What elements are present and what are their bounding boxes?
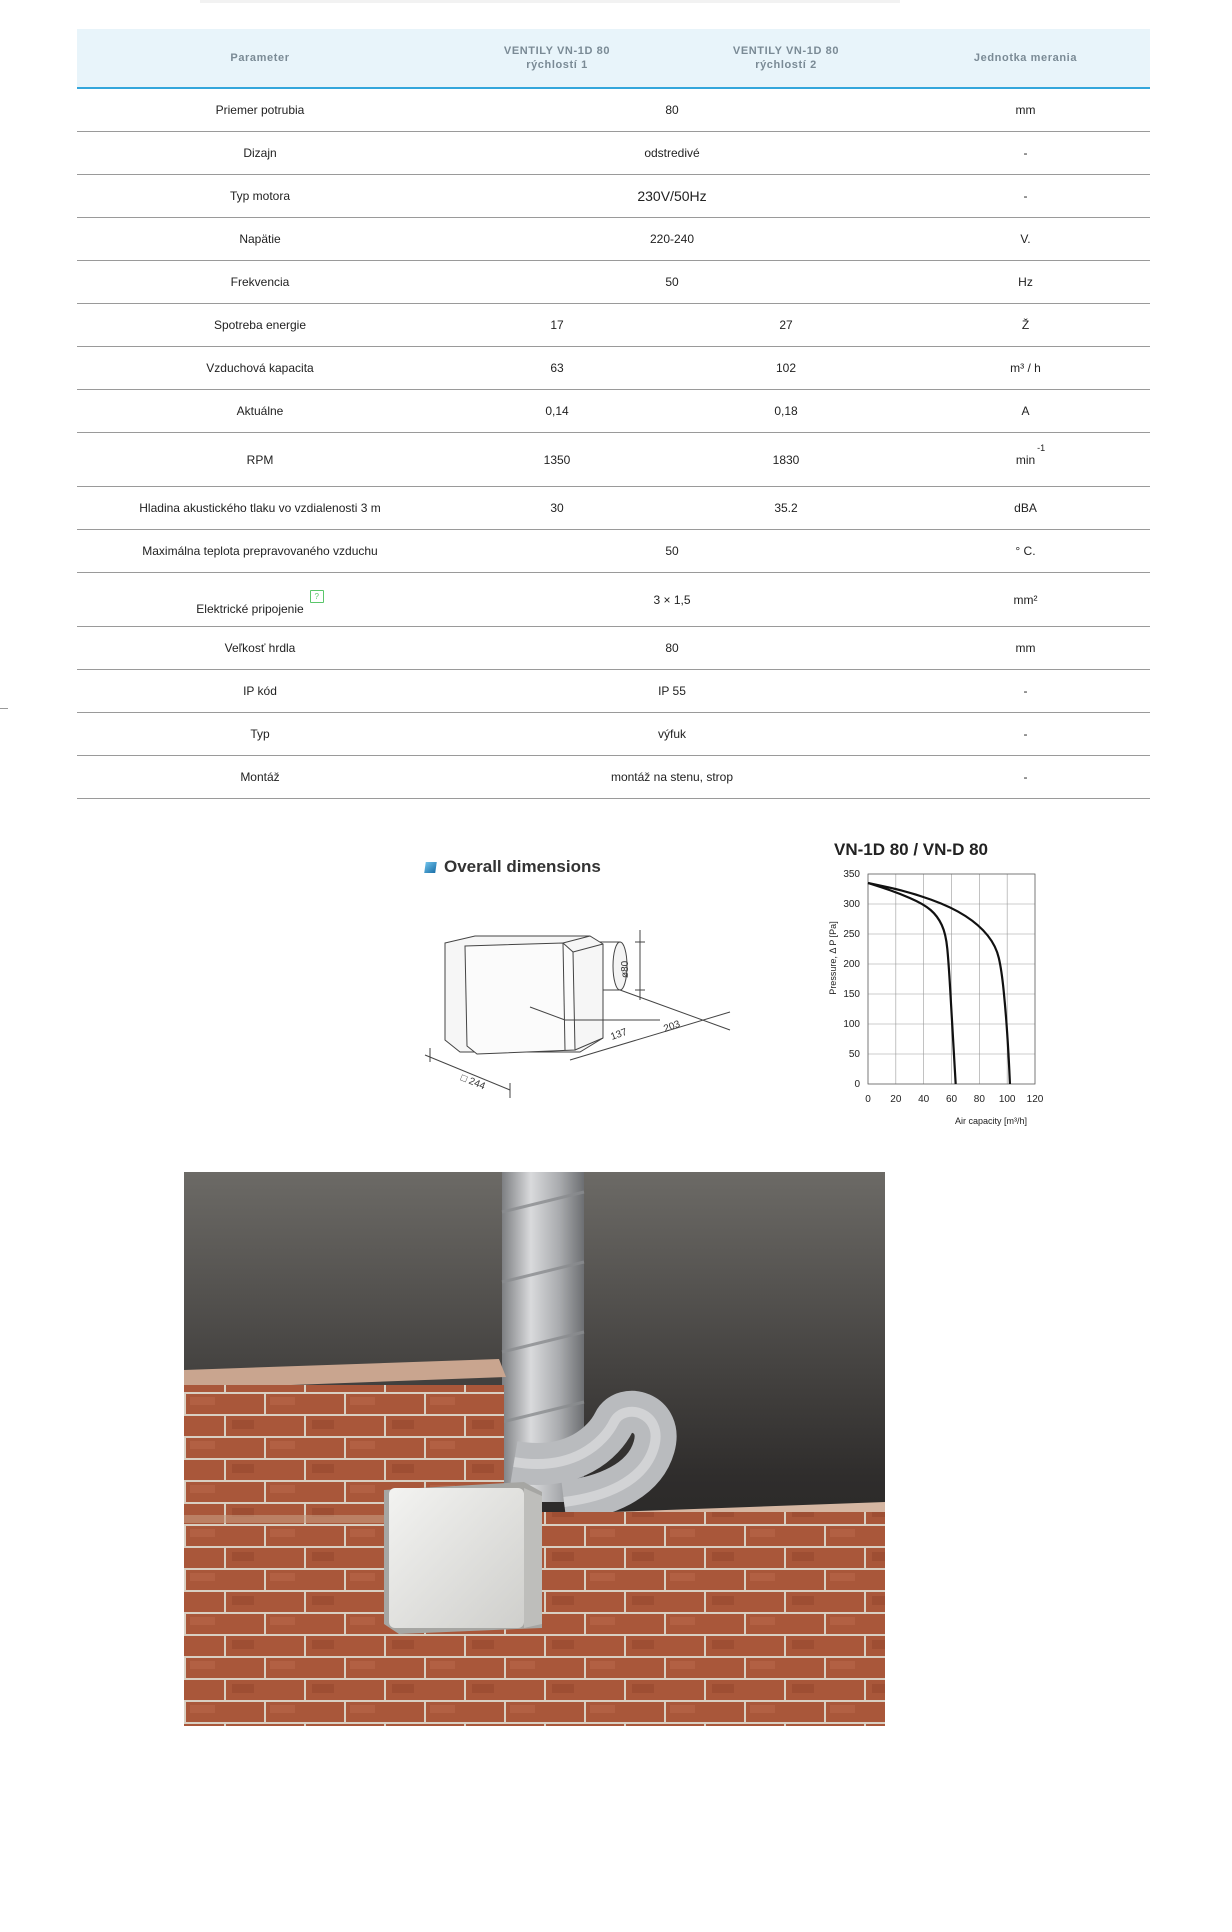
param-cell: Frekvencia bbox=[77, 261, 443, 304]
table-row bbox=[77, 88, 1150, 132]
param-cell: Typ motora bbox=[77, 175, 443, 218]
unit-cell: mm bbox=[901, 88, 1150, 132]
value-cell-speed-1: 17 bbox=[443, 304, 671, 347]
y-tick-label: 150 bbox=[843, 989, 860, 1000]
param-cell: Maximálna teplota prepravovaného vzduchu bbox=[77, 530, 443, 573]
param-cell: Dizajn bbox=[77, 132, 443, 175]
table-row bbox=[77, 487, 1150, 530]
param-cell: RPM bbox=[77, 433, 443, 487]
param-cell: Typ bbox=[77, 713, 443, 756]
y-tick-label: 200 bbox=[843, 959, 860, 970]
value-cell: 50 bbox=[443, 530, 901, 573]
x-axis-label: Air capacity [m³/h] bbox=[954, 1116, 1028, 1126]
unit-cell: m³ / h bbox=[901, 347, 1150, 390]
header-speed-1: VENTILY VN-1D 80 rýchlostí 1 bbox=[443, 29, 671, 88]
help-icon[interactable]: ? bbox=[310, 590, 324, 603]
param-cell: Napätie bbox=[77, 218, 443, 261]
value-cell-speed-1: 0,14 bbox=[443, 390, 671, 433]
table-row bbox=[77, 713, 1150, 756]
y-tick-label: 250 bbox=[843, 929, 860, 940]
param-cell: Aktuálne bbox=[77, 390, 443, 433]
y-axis-label: Pressure, Δ P [Pa] bbox=[828, 921, 838, 995]
dimensions-heading bbox=[425, 857, 601, 877]
unit-text: min bbox=[1015, 452, 1036, 467]
param-cell: Priemer potrubia bbox=[77, 88, 443, 132]
y-tick-label: 350 bbox=[843, 869, 860, 880]
unit-cell: - bbox=[901, 713, 1150, 756]
header-unit: Jednotka merania bbox=[901, 29, 1150, 88]
param-cell: Montáž bbox=[77, 756, 443, 799]
dim-label-diameter: ø80 bbox=[620, 960, 631, 978]
chart-title: VN-1D 80 / VN-D 80 bbox=[834, 840, 988, 859]
value-cell-speed-1: 63 bbox=[443, 347, 671, 390]
table-row bbox=[77, 390, 1150, 433]
table-row bbox=[77, 433, 1150, 487]
x-tick-label: 60 bbox=[945, 1094, 958, 1105]
unit-superscript: -1 bbox=[1037, 442, 1046, 453]
value-cell: odstredivé bbox=[443, 132, 901, 175]
dim-label-length: 203 bbox=[662, 1018, 682, 1035]
param-cell: Veľkosť hrdla bbox=[77, 627, 443, 670]
table-row bbox=[77, 530, 1150, 573]
x-tick-label: 80 bbox=[973, 1094, 985, 1105]
param-cell: Spotreba energie bbox=[77, 304, 443, 347]
table-row bbox=[77, 218, 1150, 261]
pressure-chart bbox=[815, 862, 1055, 1142]
value-cell-speed-1: 30 bbox=[443, 487, 671, 530]
x-tick-label: 100 bbox=[998, 1094, 1016, 1105]
value-cell: montáž na stenu, strop bbox=[443, 756, 901, 799]
param-cell: Vzduchová kapacita bbox=[77, 347, 443, 390]
unit-cell: ° C. bbox=[901, 530, 1150, 573]
table-row bbox=[77, 132, 1150, 175]
x-tick-label: 0 bbox=[865, 1094, 871, 1105]
bullet-icon bbox=[424, 862, 437, 873]
value-cell: IP 55 bbox=[443, 670, 901, 713]
value-cell-speed-2: 1830 bbox=[671, 433, 901, 487]
top-divider bbox=[200, 0, 900, 3]
value-cell-speed-2: 102 bbox=[671, 347, 901, 390]
spec-table bbox=[77, 29, 1150, 799]
unit-cell bbox=[901, 433, 1150, 487]
unit-cell: - bbox=[901, 756, 1150, 799]
dimension-drawing bbox=[415, 900, 745, 1130]
unit-cell: - bbox=[901, 175, 1150, 218]
dim-label-size: □ 244 bbox=[458, 1072, 487, 1093]
value-cell-speed-2: 0,18 bbox=[671, 390, 901, 433]
unit-cell: dBA bbox=[901, 487, 1150, 530]
value-cell-speed-2: 35.2 bbox=[671, 487, 901, 530]
table-row bbox=[77, 347, 1150, 390]
value-cell: 50 bbox=[443, 261, 901, 304]
param-text: Elektrické pripojenie bbox=[196, 601, 304, 616]
table-row bbox=[77, 175, 1150, 218]
unit-cell: - bbox=[901, 132, 1150, 175]
unit-cell: mm bbox=[901, 627, 1150, 670]
header-parameter: Parameter bbox=[77, 29, 443, 88]
value-cell: 230V/50Hz bbox=[443, 175, 901, 218]
side-marker bbox=[0, 708, 8, 709]
table-row bbox=[77, 670, 1150, 713]
unit-cell: Hz bbox=[901, 261, 1150, 304]
value-cell: výfuk bbox=[443, 713, 901, 756]
dimensions-title: Overall dimensions bbox=[444, 857, 601, 876]
value-cell-speed-1: 1350 bbox=[443, 433, 671, 487]
y-tick-label: 0 bbox=[854, 1079, 860, 1090]
param-cell bbox=[77, 573, 443, 627]
param-cell: IP kód bbox=[77, 670, 443, 713]
x-tick-label: 120 bbox=[1026, 1094, 1044, 1105]
value-cell: 220-240 bbox=[443, 218, 901, 261]
param-cell: Hladina akustického tlaku vo vzdialenosti 3 m bbox=[77, 487, 443, 530]
unit-cell: V. bbox=[901, 218, 1150, 261]
value-cell: 80 bbox=[443, 627, 901, 670]
value-cell: 80 bbox=[443, 88, 901, 132]
installation-illustration bbox=[184, 1172, 885, 1726]
table-row bbox=[77, 261, 1150, 304]
table-row bbox=[77, 627, 1150, 670]
unit-cell: A bbox=[901, 390, 1150, 433]
value-cell-speed-2: 27 bbox=[671, 304, 901, 347]
x-tick-label: 20 bbox=[890, 1094, 902, 1105]
y-tick-label: 300 bbox=[843, 899, 860, 910]
dim-label-depth: 137 bbox=[609, 1026, 629, 1043]
unit-cell: - bbox=[901, 670, 1150, 713]
value-cell: 3 × 1,5 bbox=[443, 573, 901, 627]
table-header-row bbox=[77, 29, 1150, 88]
table-row bbox=[77, 756, 1150, 799]
header-speed-2: VENTILY VN-1D 80 rýchlostí 2 bbox=[671, 29, 901, 88]
table-row bbox=[77, 573, 1150, 627]
y-tick-label: 50 bbox=[848, 1049, 860, 1060]
table-row bbox=[77, 304, 1150, 347]
unit-cell: mm² bbox=[901, 573, 1150, 627]
x-tick-label: 40 bbox=[918, 1094, 930, 1105]
y-tick-label: 100 bbox=[843, 1019, 860, 1030]
unit-cell: Ž bbox=[901, 304, 1150, 347]
